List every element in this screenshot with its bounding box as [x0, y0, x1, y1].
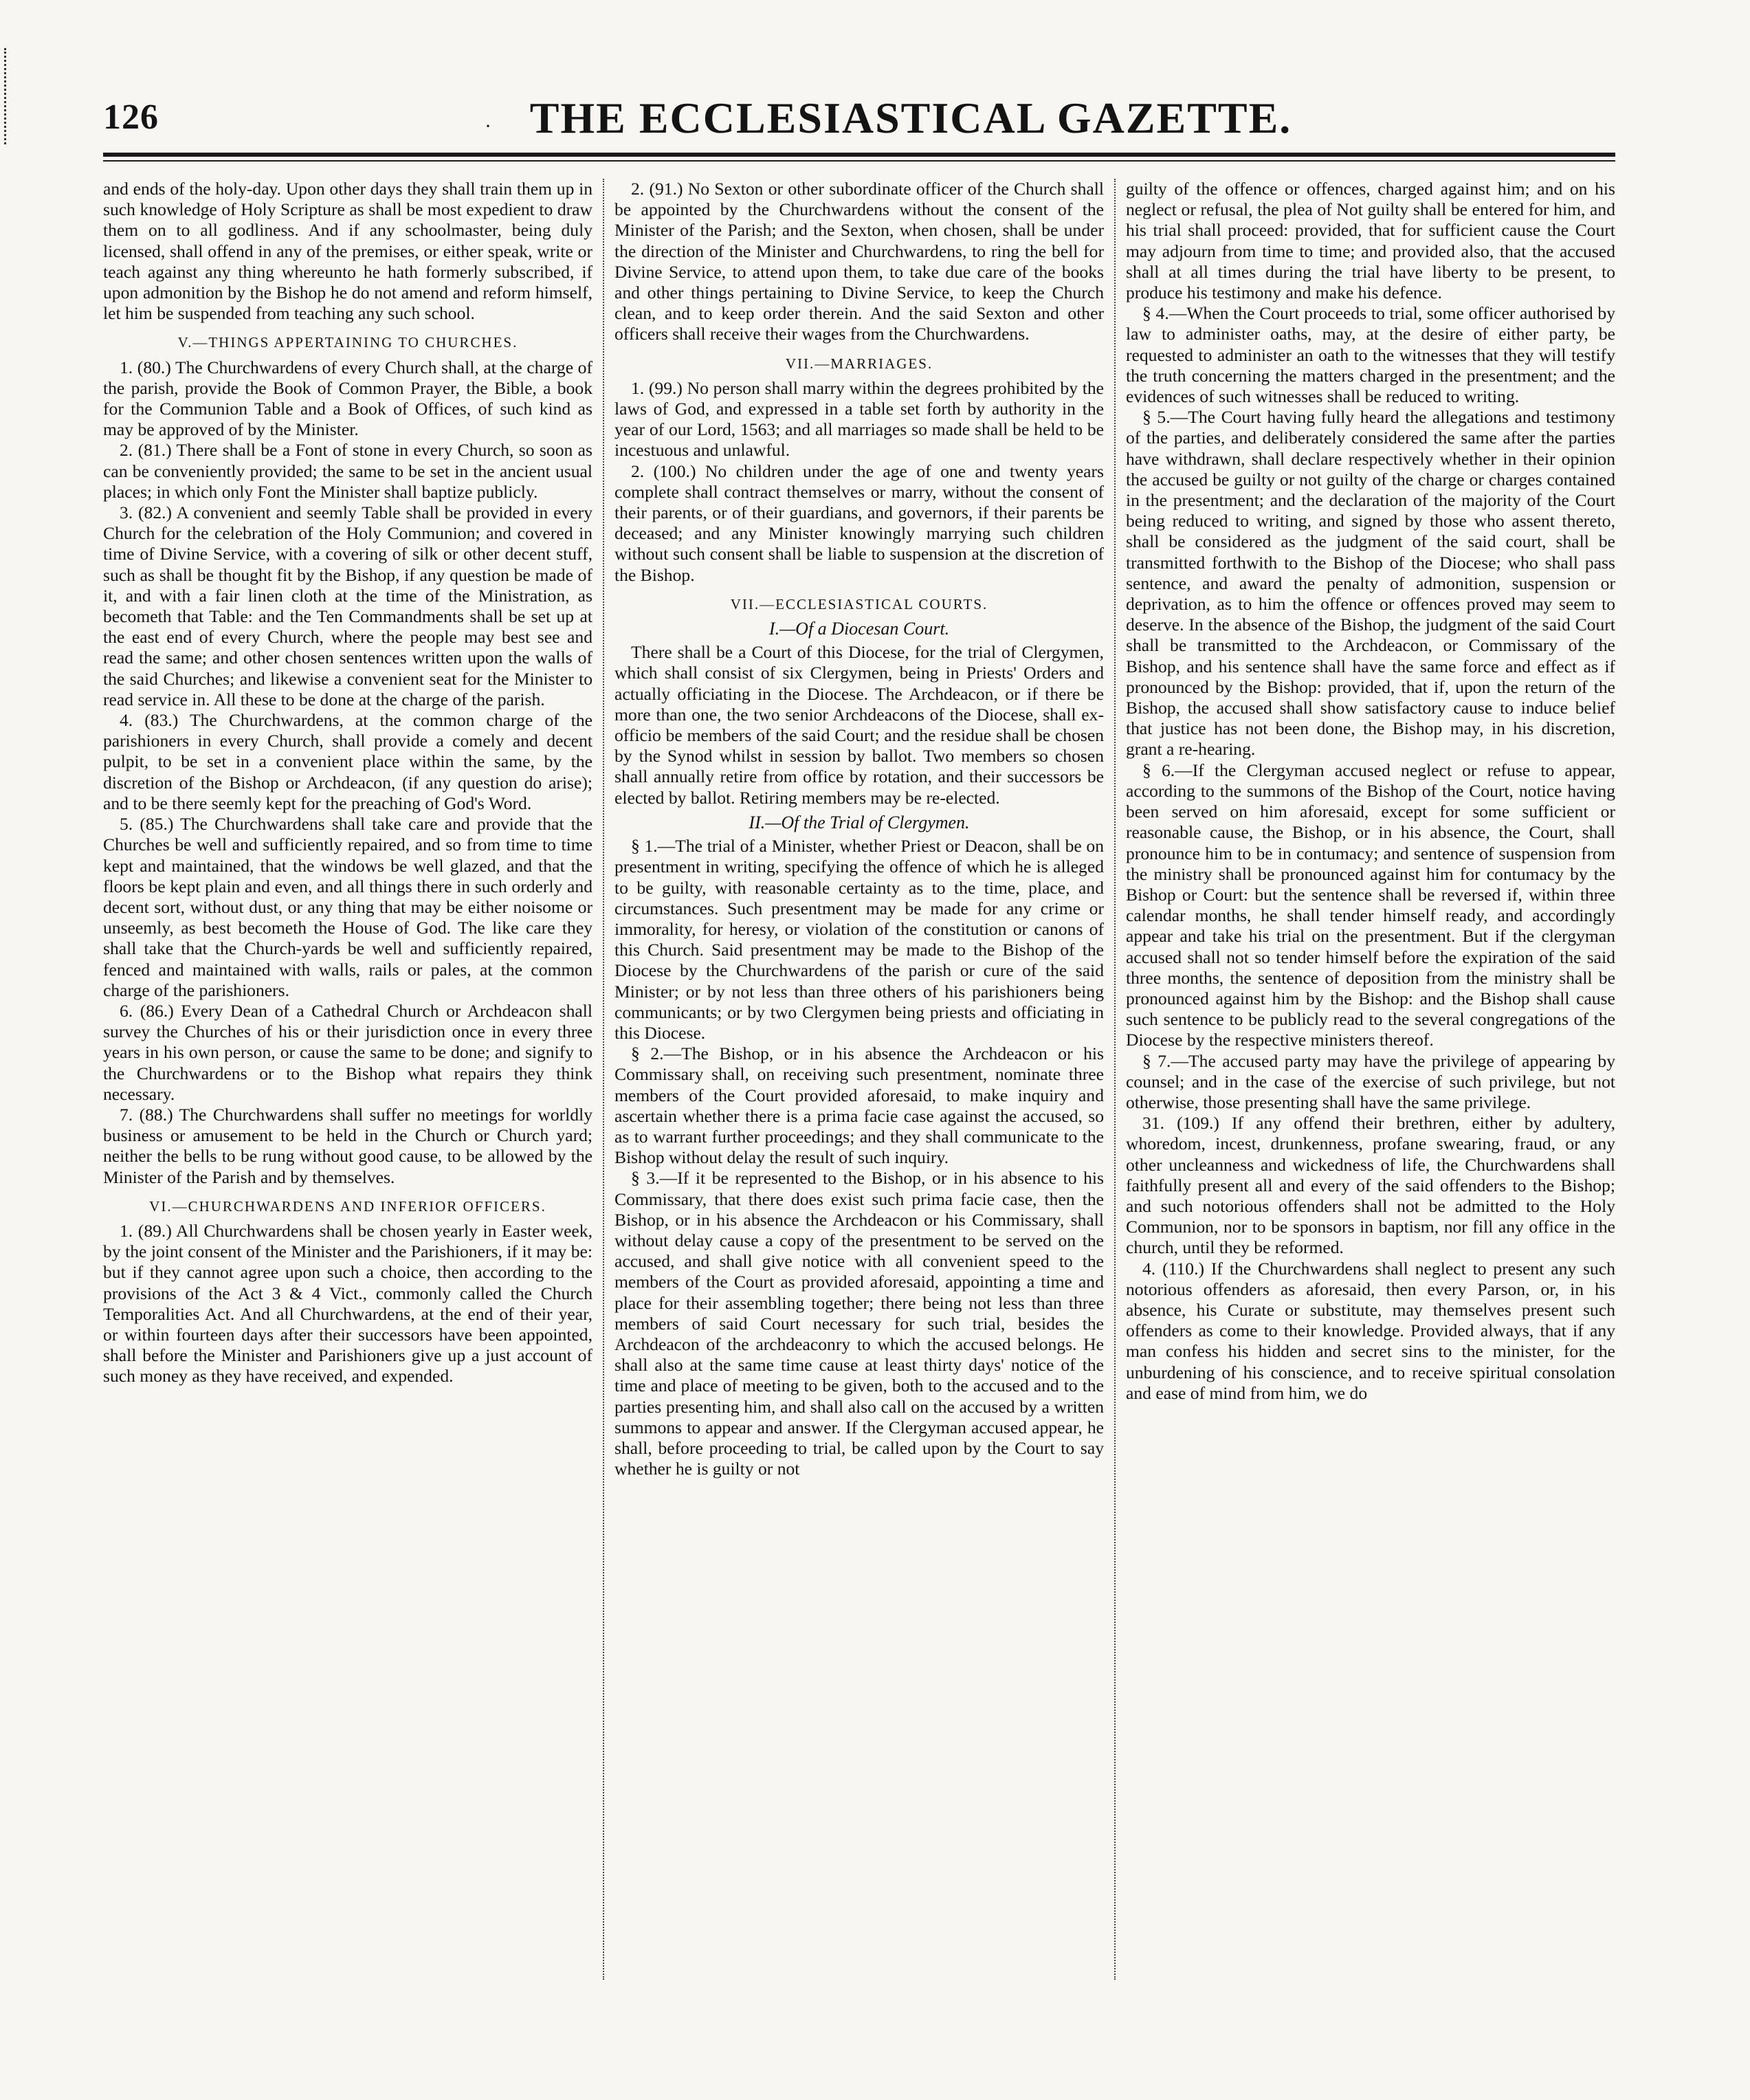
paragraph: § 7.—The accused party may have the privilege of appearing by counsel; and in the case of the exercise of such privilege, but not otherwise, those presenting shall have the same privilege. — [1126, 1050, 1615, 1112]
paragraph: 31. (109.) If any offend their brethren, either by adultery, whoredom, incest, drunkenness, profane swearing, fraud, or any other uncleanness and wickedness of life, the Churchwardens shall faithfully present all and every of the said offenders to the Bishop; and such notorious offenders shall not be admitted to the Holy Communion, nor to be sponsors in baptism, nor fill any office in the church, until they be reformed. — [1126, 1113, 1615, 1258]
masthead-dot: · — [485, 115, 491, 137]
column-divider — [1114, 179, 1116, 1980]
paragraph: and ends of the holy-day. Upon other days they shall train them up in such knowledge of Holy Scripture as shall be most expedient to draw them on to all godliness. And if any schoolmaster, being duly licensed, shall offend in any of the premises, or either speak, write or teach against any thing whereunto he hath formerly subscribed, if upon admonition by the Bishop he do not amend and reform himself, let him be suspended from teaching any such school. — [103, 179, 592, 324]
column-3 — [1126, 179, 1615, 1980]
paragraph: 7. (88.) The Churchwardens shall suffer no meetings for worldly business or amusement to be held in the Church or Church yard; neither the bells to be rung without good cause, to be allowed by the Minister of the Parish and by themselves. — [103, 1104, 592, 1187]
column-2 — [614, 179, 1104, 1980]
column-1 — [103, 179, 592, 1980]
section-heading: V.—THINGS APPERTAINING TO CHURCHES. — [177, 334, 518, 351]
section-heading: VII.—ECCLESIASTICAL COURTS. — [730, 595, 988, 612]
margin-marks — [4, 48, 10, 144]
paragraph: § 4.—When the Court proceeds to trial, some officer authorised by law to administer oaths, may, at the desire of either party, be requested to administer an oath to the witnesses that they will testify the truth concerning the matters charged in the presentment; and the evidences of such witnesses shall be reduced to writing. — [1126, 303, 1615, 407]
paragraph: 1. (80.) The Churchwardens of every Church shall, at the charge of the parish, provide the Book of Common Prayer, the Bible, a book for the Communion Table and a Book of Offices, of such kind as may be approved of by the Minister. — [103, 357, 592, 440]
paragraph: § 1.—The trial of a Minister, whether Priest or Deacon, shall be on presentment in writing, specifying the offence of which he is alleged to be guilty, with reasonable certainty as to the time, place, and circumstances. Such presentment may be made for any crime or immorality, for heresy, or violation of the constitution or canons of this Church. Said presentment may be made to the Bishop of the Diocese by the Churchwardens of the parish or cure of the said Minister; or by not less than three others of his parishioners being communicants; or by two Clergymen being priests and officiating in this Diocese. — [614, 836, 1104, 1043]
paragraph: 1. (99.) No person shall marry within the degrees prohibited by the laws of God, and expressed in a table set forth by authority in the year of our Lord, 1563; and all marriages so made shall be held to be incestuous and unlawful. — [614, 377, 1104, 461]
page-number: 126 — [103, 98, 159, 137]
subsection-heading: I.—Of a Diocesan Court. — [768, 619, 950, 639]
column-divider — [603, 179, 604, 1980]
paragraph: 2. (100.) No children under the age of one and twenty years complete shall contract themselves or marry, without the consent of their parents, or of their guardians, and governors, if their parents be deceased; and any Minister knowingly marrying such children without such consent shall be liable to suspension at the discretion of the Bishop. — [614, 461, 1104, 585]
paragraph: guilty of the offence or offences, charged against him; and on his neglect or refusal, the plea of Not guilty shall be entered for him, and his trial shall proceed: provided, that for sufficient cause the Court may adjourn from time to time; and provided also, that the accused shall at all times during the trial have liberty to be present, to produce his testimony and make his defence. — [1126, 179, 1615, 303]
header-rule-thick — [103, 153, 1615, 157]
masthead — [103, 93, 1615, 148]
page-title: THE ECCLESIASTICAL GAZETTE. — [529, 93, 1292, 142]
paragraph: There shall be a Court of this Diocese, for the trial of Clergymen, which shall consist of six Clergymen, being in Priests' Orders and actually officiating in the Diocese. The Archdeacon, or if there be more than one, the two senior Archdeacons of the Diocese, shall ex-officio be members of the said Court; and the residue shall be chosen by the Synod whilst in session by ballot. Two members so chosen shall annually retire from office by rotation, and their successors be elected by ballot. Retiring members may be re-elected. — [614, 642, 1104, 808]
subsection-heading: II.—Of the Trial of Clergymen. — [749, 812, 970, 832]
paragraph: 2. (91.) No Sexton or other subordinate officer of the Church shall be appointed by the Churchwardens without the consent of the Minister of the Parish; and the Sexton, when chosen, shall be under the direction of the Minister and Churchwardens, to ring the bell for Divine Service, to attend upon them, to take due care of the books and other things pertaining to Divine Service, to keep the Church clean, and to keep order therein. And the said Sexton and other officers shall receive their wages from the Churchwardens. — [614, 179, 1104, 344]
paragraph: 4. (83.) The Churchwardens, at the common charge of the parishioners in every Church, shall provide a comely and decent pulpit, to be set in a convenient place within the same, by the discretion of the Bishop or Archdeacon, (if any question do arise); and to be there seemly kept for the preaching of God's Word. — [103, 710, 592, 813]
section-heading: VII.—MARRIAGES. — [785, 355, 933, 372]
paragraph: 3. (82.) A convenient and seemly Table shall be provided in every Church for the celebration of the Holy Communion; and covered in time of Divine Service, with a covering of silk or other decent stuff, such as shall be thought fit by the Bishop, if any question be made of it, and with a fair linen cloth at the time of the Ministration, as becometh that Table: and the Ten Commandments shall be set up at the east end of every Church, where the people may best see and read the same; and other chosen sentences written upon the walls of the said Churches; and likewise a convenient seat for the Minister to read service in. All these to be done at the charge of the parish. — [103, 502, 592, 709]
paragraph: 5. (85.) The Churchwardens shall take care and provide that the Churches be well and sufficiently repaired, and so from time to time kept and maintained, that the windows be well glazed, and that the floors be kept plain and even, and all things there in such orderly and decent sort, without dust, or any thing that may be either noisome or unseemly, as best becometh the House of God. The like care they shall take that the Church-yards be well and sufficiently repaired, fenced and maintained with walls, rails or pales, at the common charge of the parishioners. — [103, 814, 592, 1000]
paragraph: § 2.—The Bishop, or in his absence the Archdeacon or his Commissary shall, on receiving such presentment, nominate three members of the Court provided aforesaid, to make inquiry and ascertain whether there is a prima facie case against the accused, so as to warrant further proceedings; and they shall communicate to the Bishop without delay the result of such inquiry. — [614, 1043, 1104, 1168]
section-heading: VI.—CHURCHWARDENS AND INFERIOR OFFICERS. — [149, 1197, 546, 1215]
header-rule-thin — [103, 160, 1615, 162]
paragraph: § 5.—The Court having fully heard the allegations and testimony of the parties, and deliberately considered the same after the parties have withdrawn, shall declare respectively whether in their opinion the accused be guilty or not guilty of the charge or charges contained in the presentment; and the declaration of the majority of the Court being reduced to writing, and signed by those who assent thereto, shall be considered as the judgment of the said court, shall be transmitted forthwith to the Bishop of the Diocese; who shall pass sentence, and award the penalty of admonition, suspension or deprivation, as to him the offence or offences proved may seem to deserve. In the absence of the Bishop, the judgment of the said Court shall be transmitted to the Archdeacon, or Commissary of the Bishop, and his sentence shall have the same force and effect as if pronounced by the Bishop: provided, that if, upon the return of the Bishop, the accused shall show satisfactory cause to induce belief that justice has not been done, the Bishop may, in his discretion, grant a re-hearing. — [1126, 407, 1615, 760]
paragraph: 1. (89.) All Churchwardens shall be chosen yearly in Easter week, by the joint consent of the Minister and the Parishioners, if it may be: but if they cannot agree upon such a choice, then according to the provisions of the Act 3 & 4 Vict., commonly called the Church Temporalities Act. And all Churchwardens, at the end of their year, or within fourteen days after their successors have been appointed, shall before the Minister and Parishioners give up a just account of such money as they have received, and expended. — [103, 1220, 592, 1386]
paragraph: 2. (81.) There shall be a Font of stone in every Church, so soon as can be conveniently provided; the same to be set in the ancient usual places; in which only Font the Minister shall baptize publicly. — [103, 440, 592, 502]
paragraph: § 3.—If it be represented to the Bishop, or in his absence to his Commissary, that there does exist such prima facie case, then the Bishop, or in his absence the Archdeacon or his Commissary, shall without delay cause a copy of the presentment to be served on the accused, and shall give notice with all convenient speed to the members of the Court as provided aforesaid, appointing a time and place for their assembling together; there being not less than three members of said Court necessary for such trial, besides the Archdeacon of the archdeaconry to which the accused belongs. He shall also at the same time cause at least thirty days' notice of the time and place of meeting to be given, both to the accused and to the parties presenting him, and shall also call on the accused by a written summons to appear and answer. If the Clergyman accused appear, he shall, before proceeding to trial, be called upon by the Court to say whether he is guilty or not — [614, 1168, 1104, 1479]
paragraph: 6. (86.) Every Dean of a Cathedral Church or Archdeacon shall survey the Churches of his or their jurisdiction once in every three years in his own person, or cause the same to be done; and signify to the Churchwardens or to the Bishop what repairs they think necessary. — [103, 1000, 592, 1104]
text-columns — [103, 179, 1615, 1980]
paragraph: § 6.—If the Clergyman accused neglect or refuse to appear, according to the summons of the Bishop of the Court, notice having been served on him aforesaid, except for some sufficient or reasonable cause, the Bishop, or in his absence, the Court, shall pronounce him to be in contumacy; and sentence of suspension from the ministry shall be pronounced against him for contumacy by the Bishop or Court: but the sentence shall be reversed if, within three calendar months, he shall tender himself ready, and accordingly appear and take his trial on the presentment. But if the clergyman accused shall not so tender himself before the expiration of the said three months, the sentence of deposition from the ministry shall be pronounced against him by the Bishop: and the Bishop shall cause such sentence to be publicly read to the several congregations of the Diocese by the respective ministers thereof. — [1126, 760, 1615, 1050]
paragraph: 4. (110.) If the Churchwardens shall neglect to present any such notorious offenders as aforesaid, then every Parson, or, in his absence, his Curate or substitute, may themselves present such offenders as come to their knowledge. Provided always, that if any man confess his hidden and secret sins to the minister, for the unburdening of his conscience, and to receive spiritual consolation and ease of mind from him, we do — [1126, 1258, 1615, 1403]
